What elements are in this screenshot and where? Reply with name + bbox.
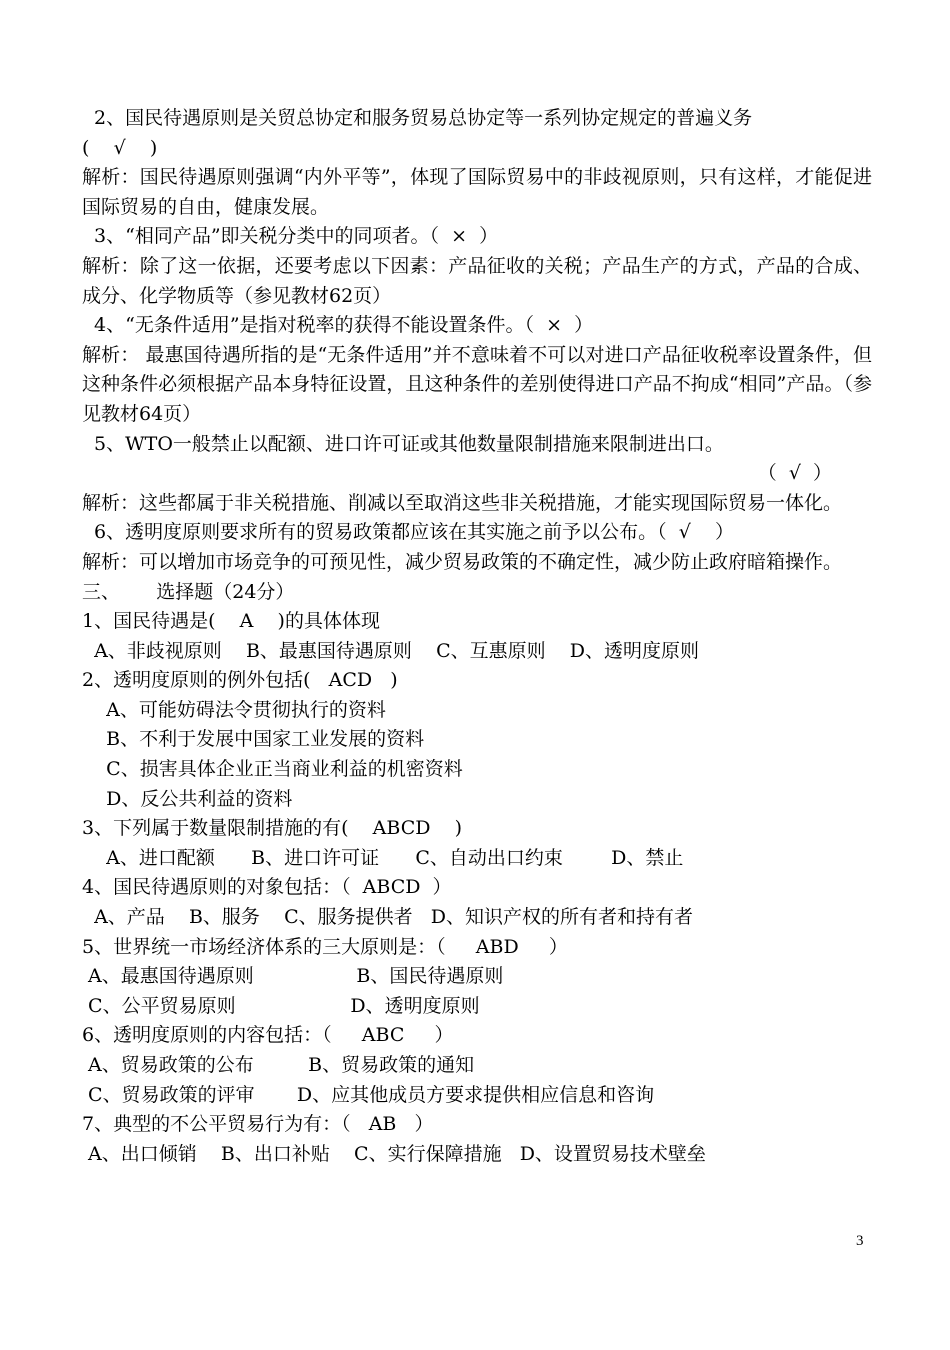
choice-7-question: 7、典型的不公平贸易行为有：（ AB ） [82,1113,434,1136]
question-2-answer-mark: ( √ ) [82,136,158,159]
question-5-answer-mark: （ √ ） [757,462,832,485]
choice-5-question: 5、世界统一市场经济体系的三大原则是：（ ABD ） [82,935,568,958]
question-4-statement: 4、“无条件适用”是指对税率的获得不能设置条件。（ × ） [88,314,594,337]
choice-2-option-a: A、可能妨碍法令贯彻执行的资料 [82,698,386,721]
choice-6-options-ab: A、贸易政策的公布 B、贸易政策的通知 [82,1054,475,1076]
document-body [82,104,872,1169]
choice-2-option-d: D、反公共利益的资料 [82,787,293,810]
choice-2-question: 2、透明度原则的例外包括( ACD ) [82,669,398,692]
choice-2-option-b: B、不利于发展中国家工业发展的资料 [82,728,425,751]
choice-1-question: 1、国民待遇是( A )的具体体现 [82,610,380,633]
choice-3-question: 3、下列属于数量限制措施的有( ABCD ) [82,817,463,840]
choice-1-options: A、非歧视原则 B、最惠国待遇原则 C、互惠原则 D、透明度原则 [82,639,700,662]
question-3-analysis: 解析：除了这一依据，还要考虑以下因素：产品征收的关税；产品生产的方式，产品的合成、成分、化学物质等（参见教材62页） [82,254,872,307]
question-6-statement: 6、透明度原则要求所有的贸易政策都应该在其实施之前予以公布。（ √ ） [88,521,734,544]
question-3-statement: 3、“相同产品”即关税分类中的同项者。（ × ） [88,225,499,248]
choice-4-question: 4、国民待遇原则的对象包括：（ ABCD ） [82,876,452,899]
choice-5-options-cd: C、公平贸易原则 D、透明度原则 [82,994,480,1017]
page-number: 3 [856,1233,864,1249]
question-4-analysis: 解析： 最惠国待遇所指的是“无条件适用”并不意味着不可以对进口产品征收税率设置条件，但这种条件必须根据产品本身特征设置，且这种条件的差别使得进口产品不拘成“相同”产品。（参见教材64页） [82,343,872,425]
section-heading-choice: 三、 选择题（24分） [82,580,295,603]
choice-5-options-ab: A、最惠国待遇原则 B、国民待遇原则 [82,965,504,988]
choice-7-options: A、出口倾销 B、出口补贴 C、实行保障措施 D、设置贸易技术壁垒 [82,1142,706,1165]
choice-6-options-cd: C、贸易政策的评审 D、应其他成员方要求提供相应信息和咨询 [82,1083,655,1106]
question-2-analysis: 解析：国民待遇原则强调“内外平等”，体现了国际贸易中的非歧视原则，只有这样，才能促进国际贸易的自由，健康发展。 [82,166,872,218]
question-2-statement: 2、国民待遇原则是关贸总协定和服务贸易总协定等一系列协定规定的普遍义务 [88,107,753,129]
question-5-analysis: 解析：这些都属于非关税措施、削减以至取消这些非关税措施，才能实现国际贸易一体化。 [82,491,843,514]
question-5-statement: 5、WTO一般禁止以配额、进口许可证或其他数量限制措施来限制进出口。 [88,432,724,455]
choice-6-question: 6、透明度原则的内容包括：（ ABC ） [82,1024,454,1047]
choice-2-option-c: C、损害具体企业正当商业利益的机密资料 [82,758,463,781]
choice-4-options: A、产品 B、服务 C、服务提供者 D、知识产权的所有者和持有者 [82,906,693,929]
question-6-analysis: 解析：可以增加市场竞争的可预见性，减少贸易政策的不确定性，减少防止政府暗箱操作。 [82,550,843,573]
choice-3-options: A、进口配额 B、进口许可证 C、自动出口约束 D、禁止 [82,846,684,869]
